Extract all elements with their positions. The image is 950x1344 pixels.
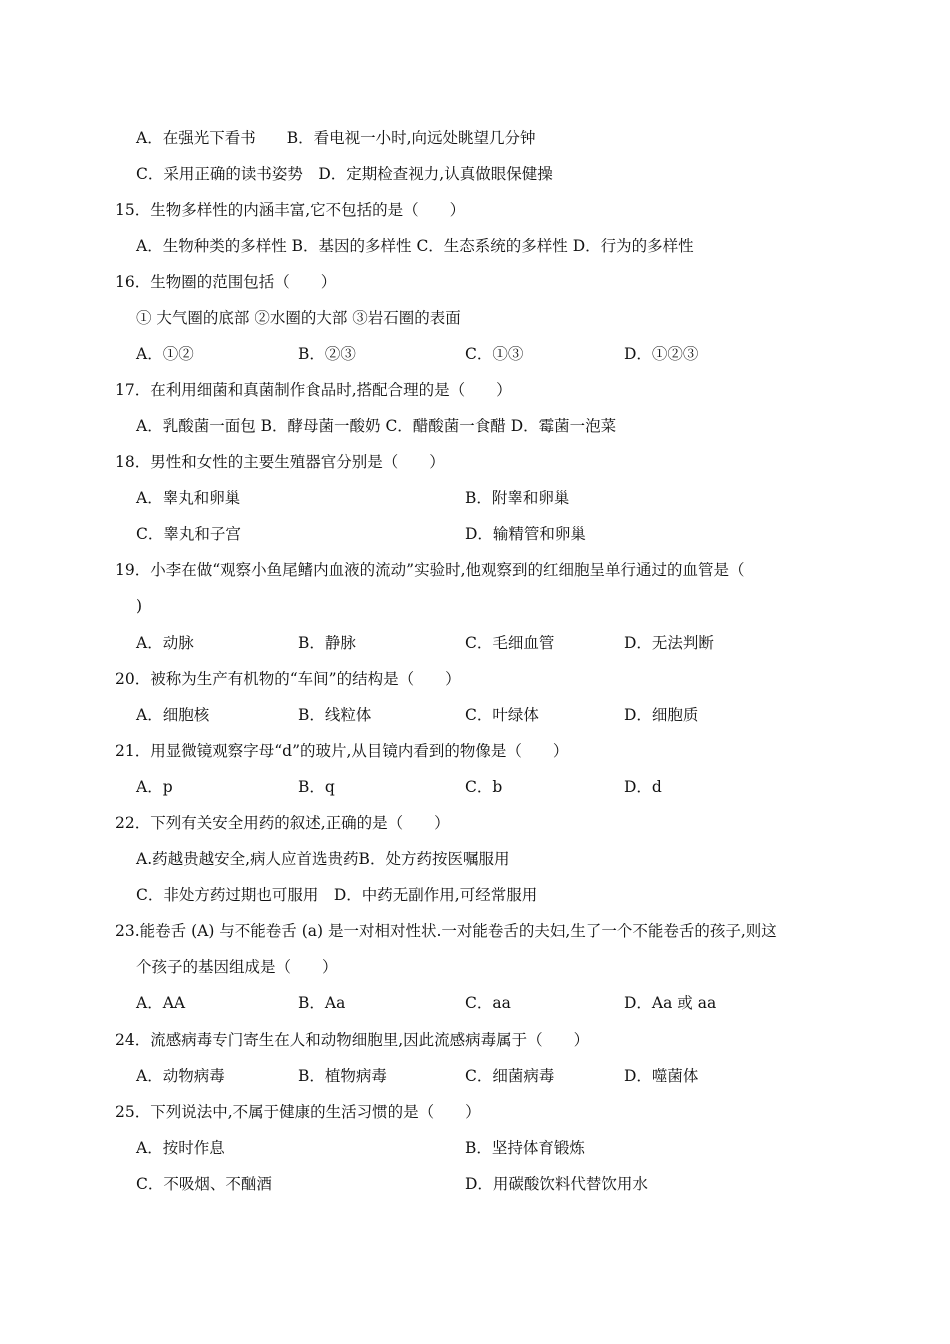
answer-option: A．乳酸菌一面包 B．酵母菌一酸奶 C．醋酸菌一食醋 D．霉菌一泡菜: [136, 417, 617, 435]
answer-option: C．睾丸和子宫: [136, 525, 241, 543]
answer-option: B．植物病毒: [298, 1067, 387, 1085]
answer-option: A.药越贵越安全,病人应首选贵药B．处方药按医嘱服用: [136, 850, 510, 868]
question-stem: 18．男性和女性的主要生殖器官分别是（ ）: [115, 453, 445, 471]
answer-option: A．在强光下看书 B．看电视一小时,向远处眺望几分钟: [136, 129, 536, 147]
answer-option: D．d: [624, 778, 662, 796]
question-stem: 24．流感病毒专门寄生在人和动物细胞里,因此流感病毒属于（ ）: [115, 1031, 590, 1049]
answer-option: C．采用正确的读书姿势 D．定期检查视力,认真做眼保健操: [136, 165, 553, 183]
question-stem: 21．用显微镜观察字母“d”的玻片,从目镜内看到的物像是（ ）: [115, 742, 569, 760]
question-stem: 20．被称为生产有机物的“车间”的结构是（ ）: [115, 670, 461, 688]
question-stem: 19．小李在做“观察小鱼尾鳍内血液的流动”实验时,他观察到的红细胞呈单行通过的血管是（: [115, 561, 745, 579]
answer-option: C．细菌病毒: [465, 1067, 555, 1085]
question-stem: 23.能卷舌 (A) 与不能卷舌 (a) 是一对相对性状.一对能卷舌的夫妇,生了一个不能卷舌的孩子,则这: [115, 922, 777, 940]
answer-option: A．睾丸和卵巢: [136, 489, 241, 507]
answer-option: D．Aa 或 aa: [624, 994, 717, 1012]
answer-option: A．生物种类的多样性 B．基因的多样性 C．生态系统的多样性 D．行为的多样性: [136, 237, 694, 255]
answer-option: D．用碳酸饮料代替饮用水: [465, 1175, 648, 1193]
answer-option: A．按时作息: [136, 1139, 225, 1157]
answer-option: D．无法判断: [624, 634, 714, 652]
question-stem: 22．下列有关安全用药的叙述,正确的是（ ）: [115, 814, 450, 832]
answer-option: ① 大气圈的底部 ②水圈的大部 ③岩石圈的表面: [136, 309, 461, 327]
question-stem: 16．生物圈的范围包括（ ）: [115, 273, 337, 291]
answer-option: C．①③: [465, 345, 524, 363]
answer-option: A．动物病毒: [136, 1067, 225, 1085]
answer-option: D．细胞质: [624, 706, 699, 724]
answer-option: 个孩子的基因组成是（ ）: [136, 958, 338, 976]
answer-option: B．Aa: [298, 994, 346, 1012]
answer-option: C．aa: [465, 994, 511, 1012]
answer-option: C．b: [465, 778, 503, 796]
answer-option: C．不吸烟、不酗酒: [136, 1175, 272, 1193]
answer-option: B．②③: [298, 345, 356, 363]
answer-option: B．线粒体: [298, 706, 372, 724]
answer-option: D．①②③: [624, 345, 699, 363]
question-stem: 17．在利用细菌和真菌制作食品时,搭配合理的是（ ）: [115, 381, 512, 399]
question-stem: 15．生物多样性的内涵丰富,它不包括的是（ ）: [115, 201, 466, 219]
answer-option: A．①②: [136, 345, 194, 363]
answer-option: A．动脉: [136, 634, 194, 652]
answer-option: B．附睾和卵巢: [465, 489, 570, 507]
answer-option: C．叶绿体: [465, 706, 539, 724]
answer-option: B．坚持体育锻炼: [465, 1139, 585, 1157]
answer-option: C．毛细血管: [465, 634, 555, 652]
answer-option: ): [136, 597, 143, 615]
answer-option: B．q: [298, 778, 335, 796]
answer-option: D．输精管和卵巢: [465, 525, 586, 543]
answer-option: A．p: [136, 778, 173, 796]
answer-option: A．细胞核: [136, 706, 210, 724]
answer-option: A．AA: [136, 994, 186, 1012]
question-stem: 25．下列说法中,不属于健康的生活习惯的是（ ）: [115, 1103, 481, 1121]
answer-option: B．静脉: [298, 634, 356, 652]
answer-option: C．非处方药过期也可服用 D．中药无副作用,可经常服用: [136, 886, 538, 904]
answer-option: D．噬菌体: [624, 1067, 699, 1085]
